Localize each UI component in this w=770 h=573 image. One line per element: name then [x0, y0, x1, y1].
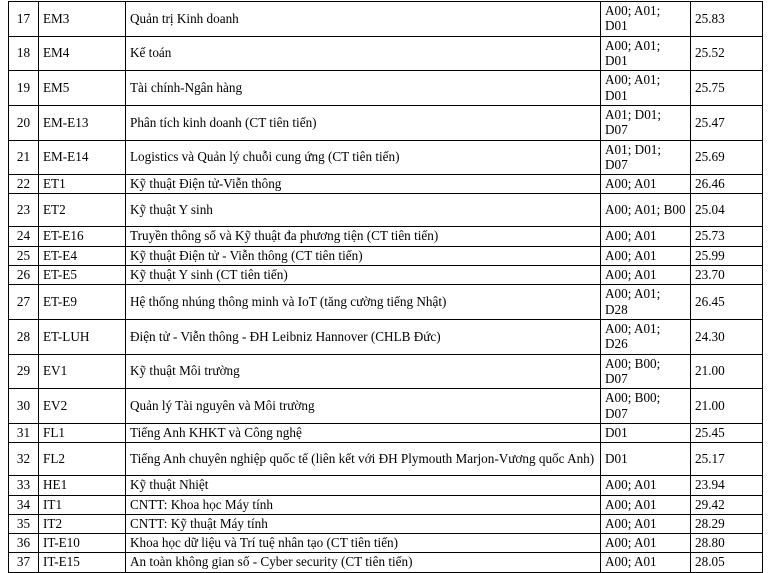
table-row [9, 534, 763, 553]
cell-index: 28 [9, 320, 39, 355]
cell-index: 29 [9, 354, 39, 389]
cell-subject-group: A00; A01 [601, 495, 691, 514]
cell-index: 36 [9, 534, 39, 553]
cell-major-name: Phân tích kinh doanh (CT tiên tiến) [126, 105, 601, 140]
cell-major-code: EM4 [39, 36, 126, 71]
cell-subject-group: A00; B00; D07 [601, 354, 691, 389]
table-row [9, 443, 763, 476]
cell-index: 35 [9, 514, 39, 533]
cell-major-code: ET-E5 [39, 266, 126, 285]
cell-benchmark-score: 24.30 [691, 320, 763, 355]
cell-subject-group: A00; A01 [601, 553, 691, 572]
cell-major-name: Tiếng Anh chuyên nghiệp quốc tế (liên kết với ĐH Plymouth Marjon-Vương quốc Anh) [126, 443, 601, 476]
cell-major-name: CNTT: Kỹ thuật Máy tính [126, 514, 601, 533]
table-row [9, 246, 763, 265]
table-row [9, 105, 763, 140]
cell-index: 30 [9, 389, 39, 424]
table-row [9, 194, 763, 227]
cell-subject-group: A00; A01 [601, 266, 691, 285]
cell-index: 21 [9, 140, 39, 175]
cell-major-code: ET-E16 [39, 227, 126, 246]
table-row [9, 140, 763, 175]
cell-major-code: ET-LUH [39, 320, 126, 355]
cell-major-name: Quản trị Kinh doanh [126, 2, 601, 37]
cell-subject-group: D01 [601, 423, 691, 442]
table-row [9, 266, 763, 285]
cell-subject-group: A00; A01 [601, 246, 691, 265]
cell-major-code: ET-E4 [39, 246, 126, 265]
cell-index: 33 [9, 476, 39, 495]
cell-major-code: ET2 [39, 194, 126, 227]
table-body [9, 2, 763, 573]
cell-subject-group: A00; A01 [601, 534, 691, 553]
cell-major-name: An toàn không gian số - Cyber security (CT tiên tiến) [126, 553, 601, 572]
cell-subject-group: A00; A01; D28 [601, 285, 691, 320]
cell-subject-group: A00; A01 [601, 175, 691, 194]
cell-benchmark-score: 26.46 [691, 175, 763, 194]
cell-major-name: Kỹ thuật Nhiệt [126, 476, 601, 495]
table-row [9, 354, 763, 389]
cell-index: 27 [9, 285, 39, 320]
cell-major-name: Kế toán [126, 36, 601, 71]
cell-major-name: Khoa học dữ liệu và Trí tuệ nhân tạo (CT tiên tiến) [126, 534, 601, 553]
admissions-table [8, 1, 763, 573]
cell-major-code: EM-E14 [39, 140, 126, 175]
table-row [9, 36, 763, 71]
cell-index: 34 [9, 495, 39, 514]
cell-subject-group: A01; D01; D07 [601, 140, 691, 175]
cell-subject-group: A00; A01 [601, 514, 691, 533]
table-row [9, 175, 763, 194]
cell-major-name: Tài chính-Ngân hàng [126, 71, 601, 106]
cell-major-code: FL1 [39, 423, 126, 442]
cell-benchmark-score: 25.52 [691, 36, 763, 71]
table-row [9, 320, 763, 355]
cell-benchmark-score: 25.17 [691, 443, 763, 476]
cell-major-name: Kỹ thuật Điện tử - Viễn thông (CT tiên tiến) [126, 246, 601, 265]
cell-major-code: FL2 [39, 443, 126, 476]
cell-index: 22 [9, 175, 39, 194]
cell-subject-group: A00; A01 [601, 476, 691, 495]
cell-index: 25 [9, 246, 39, 265]
cell-index: 24 [9, 227, 39, 246]
cell-index: 20 [9, 105, 39, 140]
cell-benchmark-score: 25.83 [691, 2, 763, 37]
table-row [9, 285, 763, 320]
cell-index: 17 [9, 2, 39, 37]
cell-major-code: EM3 [39, 2, 126, 37]
cell-major-name: Kỹ thuật Y sinh [126, 194, 601, 227]
cell-subject-group: A00; B00; D07 [601, 389, 691, 424]
cell-major-name: Quản lý Tài nguyên và Môi trường [126, 389, 601, 424]
table-row [9, 553, 763, 572]
cell-benchmark-score: 21.00 [691, 389, 763, 424]
cell-index: 32 [9, 443, 39, 476]
cell-index: 26 [9, 266, 39, 285]
cell-benchmark-score: 25.73 [691, 227, 763, 246]
cell-subject-group: A00; A01; B00 [601, 194, 691, 227]
cell-major-name: Truyền thông số và Kỹ thuật đa phương tiện (CT tiên tiến) [126, 227, 601, 246]
cell-index: 37 [9, 553, 39, 572]
table-row [9, 2, 763, 37]
cell-major-name: Hệ thống nhúng thông minh và IoT (tăng cường tiếng Nhật) [126, 285, 601, 320]
cell-major-code: HE1 [39, 476, 126, 495]
cell-subject-group: A00; A01 [601, 227, 691, 246]
cell-major-name: Tiếng Anh KHKT và Công nghệ [126, 423, 601, 442]
cell-benchmark-score: 28.05 [691, 553, 763, 572]
cell-major-code: ET-E9 [39, 285, 126, 320]
cell-benchmark-score: 25.47 [691, 105, 763, 140]
cell-benchmark-score: 28.29 [691, 514, 763, 533]
cell-benchmark-score: 28.80 [691, 534, 763, 553]
cell-major-code: IT1 [39, 495, 126, 514]
table-row [9, 71, 763, 106]
cell-major-code: IT2 [39, 514, 126, 533]
cell-major-code: ET1 [39, 175, 126, 194]
cell-major-code: EM-E13 [39, 105, 126, 140]
cell-major-code: EV2 [39, 389, 126, 424]
cell-subject-group: A00; A01; D26 [601, 320, 691, 355]
cell-benchmark-score: 25.69 [691, 140, 763, 175]
cell-major-code: IT-E15 [39, 553, 126, 572]
cell-subject-group: A00; A01; D01 [601, 2, 691, 37]
cell-benchmark-score: 25.99 [691, 246, 763, 265]
table-row [9, 389, 763, 424]
cell-subject-group: A00; A01; D01 [601, 36, 691, 71]
cell-benchmark-score: 25.75 [691, 71, 763, 106]
cell-index: 31 [9, 423, 39, 442]
cell-benchmark-score: 29.42 [691, 495, 763, 514]
cell-major-name: Kỹ thuật Môi trường [126, 354, 601, 389]
cell-benchmark-score: 25.45 [691, 423, 763, 442]
cell-major-name: Logistics và Quản lý chuỗi cung ứng (CT tiên tiến) [126, 140, 601, 175]
cell-major-code: EM5 [39, 71, 126, 106]
cell-benchmark-score: 21.00 [691, 354, 763, 389]
cell-benchmark-score: 26.45 [691, 285, 763, 320]
cell-index: 18 [9, 36, 39, 71]
table-row [9, 495, 763, 514]
cell-benchmark-score: 23.94 [691, 476, 763, 495]
cell-index: 19 [9, 71, 39, 106]
cell-subject-group: D01 [601, 443, 691, 476]
cell-major-name: Kỹ thuật Điện tử-Viễn thông [126, 175, 601, 194]
table-row [9, 514, 763, 533]
cell-major-name: Kỹ thuật Y sinh (CT tiên tiến) [126, 266, 601, 285]
cell-benchmark-score: 23.70 [691, 266, 763, 285]
cell-major-code: IT-E10 [39, 534, 126, 553]
cell-subject-group: A00; A01; D01 [601, 71, 691, 106]
cell-major-name: CNTT: Khoa học Máy tính [126, 495, 601, 514]
cell-major-code: EV1 [39, 354, 126, 389]
cell-benchmark-score: 25.04 [691, 194, 763, 227]
table-row [9, 476, 763, 495]
cell-index: 23 [9, 194, 39, 227]
table-row [9, 227, 763, 246]
cell-subject-group: A01; D01; D07 [601, 105, 691, 140]
table-row [9, 423, 763, 442]
cell-major-name: Điện tử - Viễn thông - ĐH Leibniz Hannover (CHLB Đức) [126, 320, 601, 355]
